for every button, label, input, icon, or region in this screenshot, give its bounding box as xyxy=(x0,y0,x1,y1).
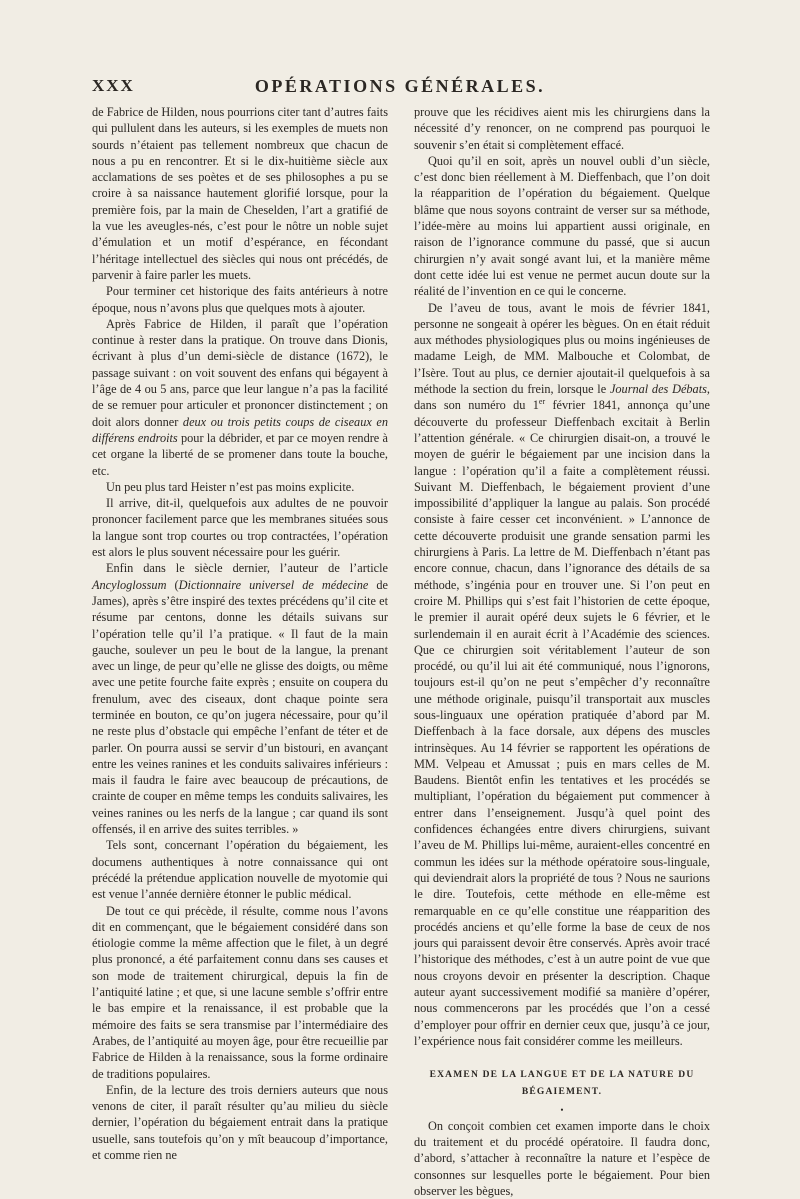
paragraph: Enfin, de la lecture des trois derniers auteurs que nous venons de citer, il paraît résulter qu’au milieu du siècle dernier, l’opération du bégaiement entrait dans la pratique usuelle, sans toutefois qu’on y mît beaucoup d’importance, et comme rien ne xyxy=(92,1082,388,1162)
superscript: er xyxy=(538,397,546,407)
paragraph xyxy=(92,560,388,837)
paragraph: On conçoit combien cet examen importe dans le choix du traitement et du procédé opératoire. Il faudra donc, d’abord, s’attacher à reconnaître la nature et l’espèce de consonnes sur lesquelles porte le bégaiement. Pour bien observer les bègues, xyxy=(414,1118,710,1198)
paragraph: prouve que les récidives aient mis les chirurgiens dans la nécessité d’y renoncer, on ne comprend pas pourquoi le souvenir s’en était si complètement effacé. xyxy=(414,105,710,152)
italic-book-title: Dictionnaire universel de médecine xyxy=(178,577,369,592)
text-run: Enfin dans le siècle dernier, l’auteur de l’article xyxy=(106,561,388,576)
paragraph: Quoi qu’il en soit, après un nouvel oubli d’un siècle, c’est donc bien réellement à M. Dieffenbach, que l’on doit la réapparition de l’opération du bégaiement. Quelque blâme que nous soyons contraint de verser sur sa méthode, l’idée-mère au moins lui appartient aussi originale, en raison de l’ignorance commune du passé, que si aucun chirurgien n’y avait songé avant lui, et la manière même dont cette idée lui est venue ne permet aucun doute sur la réalité de l’invention en ce qui le concerne. xyxy=(414,153,710,299)
text-run: De l’aveu de tous, avant le mois de février 1841, personne ne songeait à opérer les bègues. On en était réduit aux méthodes physiologiques plus ou moins ingénieuses de madame Leigh, de MM. Malbouche et Colombat, de l’Isère. Tout au plus, ce dernier ajoutait-il quelquefois à sa méthode la section du frein, lorsque le xyxy=(414,300,710,397)
text-run: Après Fabrice de Hilden, il paraît que l’opération continue à rester dans la pratique. On trouve dans Dionis, écrivant à plus d’un demi-siècle de distance (1672), le passage suivant : on voit souvent des enfans qui bégayent à l’âge de 4 ou 5 ans, parce que leur langue n’a pas la facilité de se remuer pour articuler et prononcer distinctement ; on doit alors donner xyxy=(92,316,388,429)
text-run: ( xyxy=(166,577,179,592)
paragraph: Tels sont, concernant l’opération du bégaiement, les documens authentiques à notre connaissance qui ont précédé la prétendue application nouvelle de myotomie qui est venue l’année dernière étonner le public médical. xyxy=(92,838,388,902)
section-heading: EXAMEN DE LA LANGUE ET DE LA NATURE DU BÉGAIEMENT. xyxy=(429,1070,695,1097)
left-column xyxy=(92,104,388,1163)
text-run: pour la débrider, et par ce moyen rendre à cet organe la liberté de se promener dans toute la bouche, etc. xyxy=(92,430,388,478)
page-header xyxy=(92,76,708,102)
running-title: OPÉRATIONS GÉNÉRALES. xyxy=(254,76,546,96)
paragraph: de Fabrice de Hilden, nous pourrions citer tant d’autres faits qui pullulent dans les auteurs, si les exemples de muets non sourds n’étaient pas tellement nombreux que chacun de nous a pu en rencontrer. Et si le dix-huitième siècle aux acclamations de ses poètes et de ses philosophes a pu se croire à sa naissance hautement glorifié lorsque, pour la première fois, par la main de Cheselden, l’art a gratifié de la vue les aveugles-nés, c’est pour le nôtre un noble sujet d’émulation et un motif d’espérance, en fécondant l’héritage intellectuel des siècles qui nous ont précédés, de parvenir à faire parler les muets. xyxy=(92,105,388,282)
text-run: février 1841, annonça qu’une découverte du professeur Dieffenbach excitait à Berlin l’attention générale. « Ce chirurgien disait-on, a trouvé le moyen de guérir le bégaiement par une incision dans la langue : l’opération qu’il a faite a complètement réussi. Suivant M. Dieffenbach, le bégaiement provient d’une impossibilité d’appliquer la langue au palais. Son procédé consiste à faire cesser cet inconvénient. » L’annonce de cette découverte produisit une grande sensation parmi les chirurgiens à Paris. La lettre de M. Dieffenbach n’étant pas encore connue, chacun, dans l’ignorance des détails de sa méthode, s’ingénia pour en trouver une. Si l’on peut en croire M. Phillips qui s’est fait l’historien de cette époque, le premier il aurait opéré deux sujets le 6 février, et le surlendemain il en aurait écrit à l’Académie des sciences. Que ce chirurgien soit véritablement l’auteur de son procédé, ou qu’il lui ait été communiqué, nous l’ignorons, toujours est-il qu’on ne peut s’empêcher d’y reconnaître une méthode originale, puisqu’il transportait aux muscles sous-linguaux une opération pratiquée d’abord par M. Dieffenbach à la face dorsale, aux dépens des muscles intrinsèques. Au 14 février se rapportent les opérations de MM. Velpeau et Amussat ; puis en mars celles de M. Baudens. Bientôt enfin les tentatives et les procédés se multipliant, l’opération du bégaiement put commencer à entrer dans l’enseignement. Jusqu’à quel point des confidences échangées entre divers chirurgiens, suivant l’aveu de M. Phillips lui-même, auraient-elles concentré en commun les idées sur la méthode opératoire sous-linguale, qui deviendrait alors la propriété de tous ? Nous ne saurions le dire. Toutefois, cette méthode en elle-même est remarquable en ce qu’elle constitue une réapparition des procédés anciens et qu’elle forme la base de ceux de nos jours qui paraissent devoir être conservés. Après avoir tracé l’historique des méthodes, c’est à un autre point de vue que nous croyons devoir en présenter la description. Chaque auteur ayant successivement modifié sa manière d’opérer, nous commencerons par les procédés que l’on a cessé d’employer pour offrir en dernier ceux que, jusqu’à ce jour, l’expérience nous fait considérer comme les meilleurs. xyxy=(414,398,710,1048)
italic-quote: deux ou trois petits coups de ciseaux en différens endroits xyxy=(92,414,388,445)
paragraph: De tout ce qui précède, il résulte, comme nous l’avons dit en commençant, que le bégaiement considéré dans son étiologie comme la même affection que le filet, à un degré plus prononcé, a été parfaitement connu dans ses causes et son mode de traitement chirurgical, depuis la fin de l’antiquité latine ; et que, si une lacune semble s’offrir entre le bas empire et la renaissance, il est probable que la mémoire des faits se sera transmise par l’intermédiaire des Arabes, de l’antiquité au moyen âge, pour être recueillie par Fabrice de Hilden à la renaissance, sous la forme ordinaire de traditions populaires. xyxy=(92,903,388,1081)
paragraph: Il arrive, dit-il, quelquefois aux adultes de ne pouvoir prononcer facilement parce que les membranes situées sous la langue sont trop courtes ou trop contractées, l’opération est alors le plus souvent nécessaire pour les guérir. xyxy=(92,496,388,560)
italic-article-title: Ancyloglossum xyxy=(92,577,167,592)
right-column xyxy=(414,104,710,1199)
paragraph: Un peu plus tard Heister n’est pas moins explicite. xyxy=(106,479,355,494)
page-number: XXX xyxy=(92,76,135,95)
section-ornament: • xyxy=(560,1104,564,1115)
text-run: de James), après s’être inspiré des textes précédens qu’il cite et résume par centons, donne les détails suivans sur l’opération telle qu’il l’a pratique. « Il faut de la main gauche, soulever un peu le bout de la langue, la prenant avec un linge, de peur qu’elle ne glisse des doigts, ou même avec une petite fourche faite exprès ; ensuite on coupera du frenulum, avec des ciseaux, dont chaque pointe sera terminée en bouton, ce qu’on jugera nécessaire, pour qu’il ne reste plus d’obstacle qui empêche l’enfant de téter et de parler. On pourra aussi se servir d’un bistouri, en avançant entre les veines ranines et les conduits salivaires inférieurs : mais il faudra le faire avec beaucoup de précautions, de crainte de couper en même temps les conduits salivaires, les veines ranines ou les nerfs de la langue ; car quand ils sont offensés, il en arrive des suites terribles. » xyxy=(92,577,388,837)
text-run: , dans son numéro du 1 xyxy=(414,382,710,413)
paragraph: Pour terminer cet historique des faits antérieurs à notre époque, nous n’avons plus que quelques mots à ajouter. xyxy=(92,284,388,315)
paragraph xyxy=(92,316,388,479)
paragraph xyxy=(414,300,710,1050)
italic-journal-title: Journal des Débats xyxy=(609,382,707,397)
